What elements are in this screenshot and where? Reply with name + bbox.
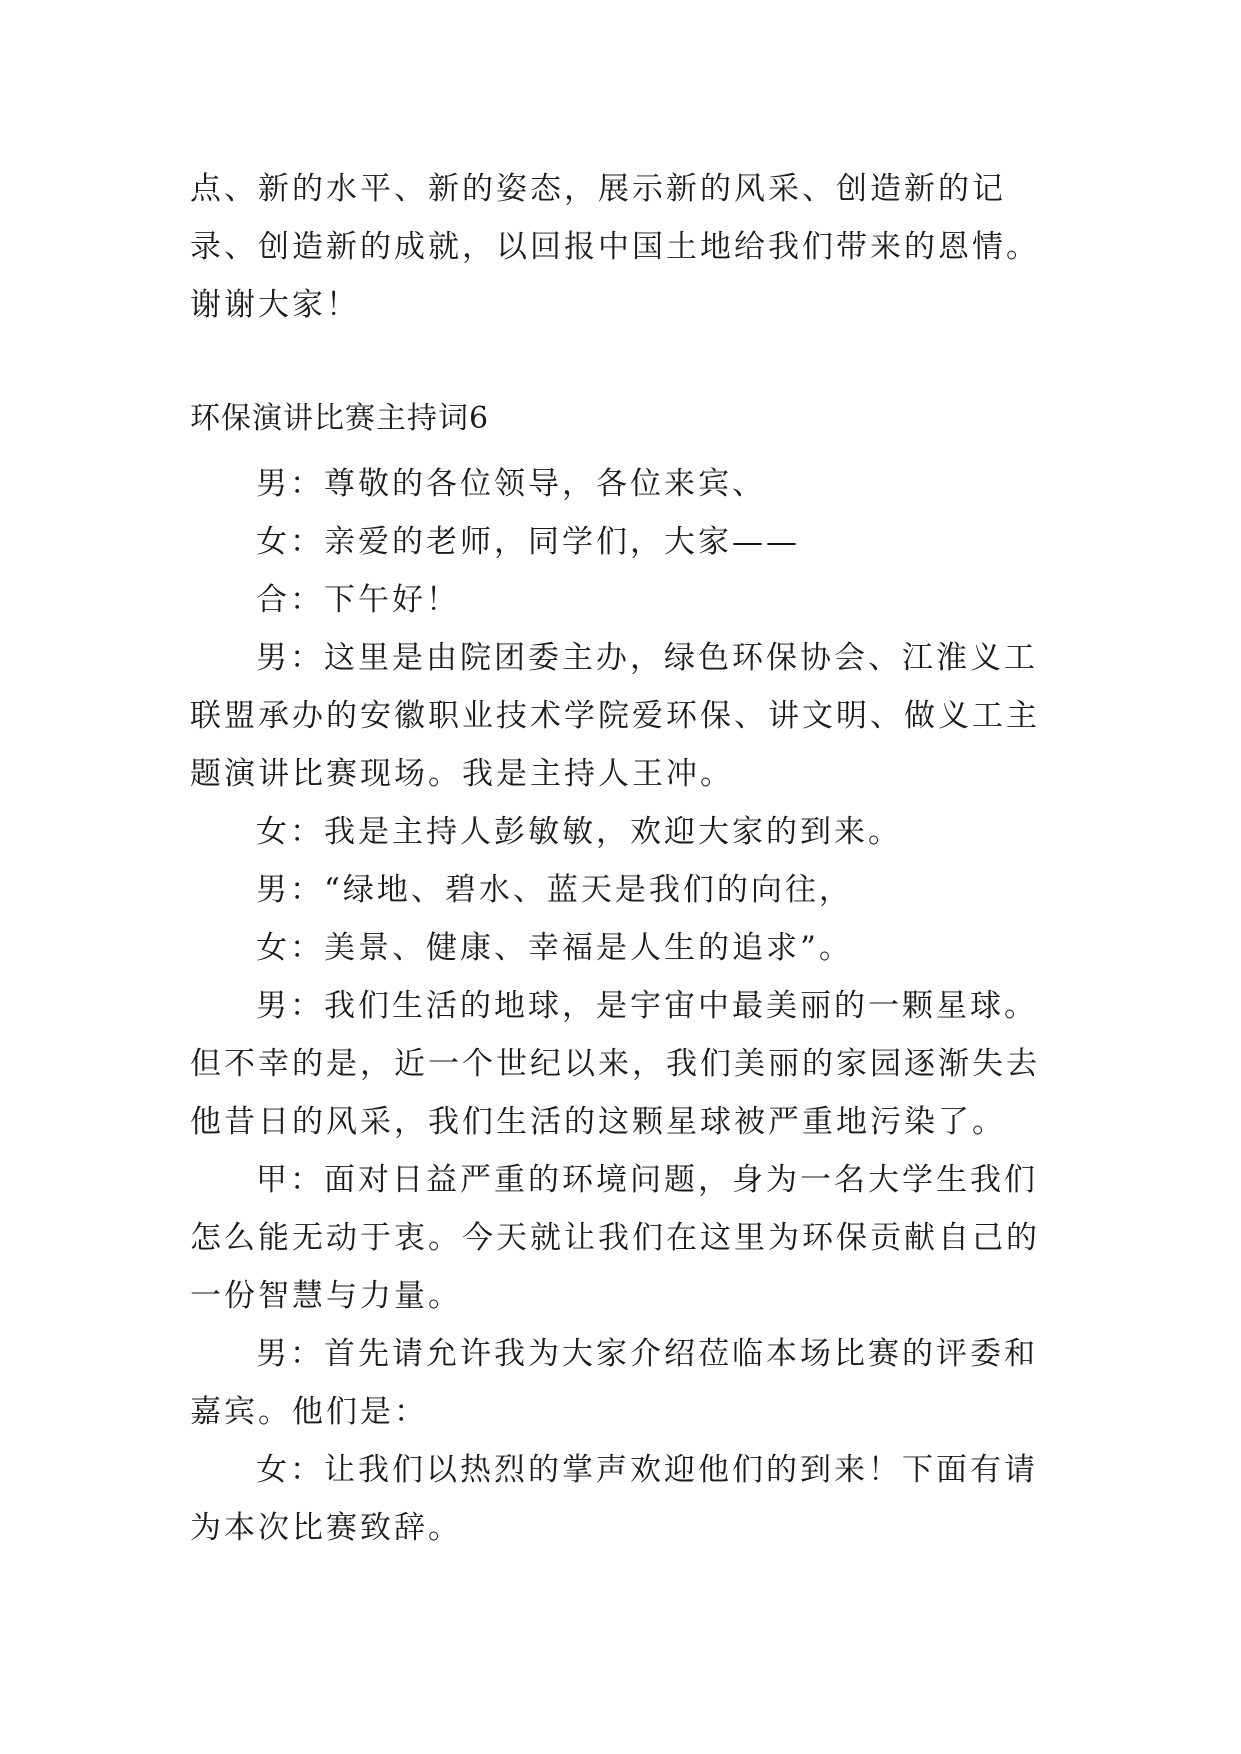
paragraph: 男：这里是由院团委主办，绿色环保协会、江淮义工联盟承办的安徽职业技术学院爱环保、讲文明、做义工主题演讲比赛现场。我是主持人王冲。: [190, 640, 1040, 792]
paragraph: 男：“绿地、碧水、蓝天是我们的向往，: [256, 872, 853, 908]
paragraph: 合：下午好！: [256, 582, 460, 618]
paragraph: 女：让我们以热烈的掌声欢迎他们的到来！下面有请为本次比赛致辞。: [190, 1452, 1038, 1546]
continued-paragraph-block: [190, 160, 1060, 334]
dialogue-body: [190, 455, 1060, 1557]
paragraph: 男：尊敬的各位领导，各位来宾、: [256, 466, 766, 502]
continued-paragraph: 点、新的水平、新的姿态，展示新的风采、创造新的记录、创造新的成就，以回报中国土地给我们带来的恩情。谢谢大家！: [190, 171, 1040, 323]
paragraph: 女：亲爱的老师，同学们，大家——: [256, 524, 800, 560]
paragraph: 甲：面对日益严重的环境问题，身为一名大学生我们怎么能无动于衷。今天就让我们在这里为环保贡献自己的一份智慧与力量。: [190, 1162, 1040, 1314]
paragraph: 男：首先请允许我为大家介绍莅临本场比赛的评委和嘉宾。他们是：: [190, 1336, 1038, 1430]
paragraph: 女：我是主持人彭敏敏，欢迎大家的到来。: [256, 814, 902, 850]
paragraph: 男：我们生活的地球，是宇宙中最美丽的一颗星球。但不幸的是，近一个世纪以来，我们美丽的家园逐渐失去他昔日的风采，我们生活的这颗星球被严重地污染了。: [190, 988, 1040, 1140]
paragraph: 女：美景、健康、幸福是人生的追求”。: [256, 930, 853, 966]
section-title: 环保演讲比赛主持词6: [190, 401, 490, 436]
